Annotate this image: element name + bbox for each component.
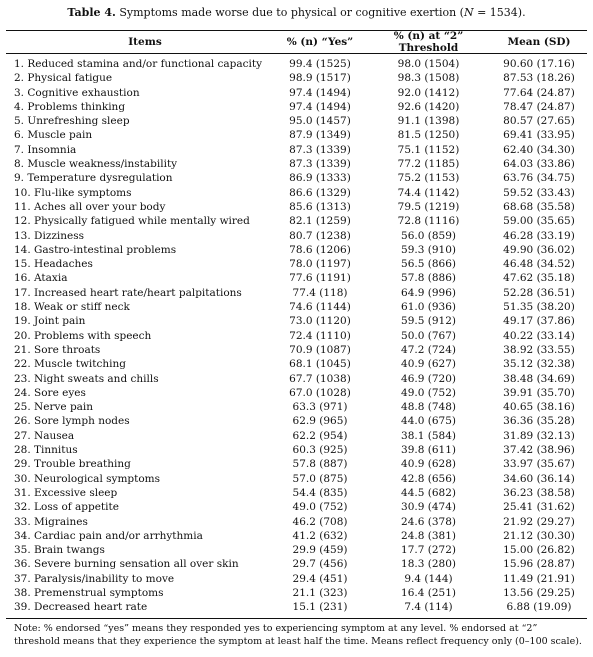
cell-threshold: 17.7 (272) (401, 544, 456, 557)
cell-yes: 54.4 (835) (292, 486, 348, 499)
cell-item: 37. Paralysis/inability to move (14, 572, 175, 585)
cell-threshold: 40.9 (628) (401, 458, 456, 471)
cell-item: 2. Physical fatigue (14, 72, 113, 85)
cell-mean: 46.48 (34.52) (503, 258, 575, 271)
cell-threshold: 42.8 (656) (401, 472, 456, 485)
table-row (6, 357, 587, 371)
cell-yes: 67.7 (1038) (289, 372, 351, 385)
cell-item: 33. Migraines (14, 515, 88, 528)
cell-item: 35. Brain twangs (14, 544, 105, 557)
cell-threshold: 91.1 (1398) (397, 115, 460, 128)
cell-mean: 36.23 (38.58) (503, 486, 575, 499)
cell-item: 19. Joint pain (14, 315, 86, 328)
cell-threshold: 38.1 (584) (401, 429, 456, 442)
cell-mean: 59.52 (33.43) (503, 186, 575, 199)
cell-mean: 21.12 (30.30) (503, 529, 575, 542)
cell-mean: 63.76 (34.75) (503, 172, 575, 185)
header-mean: Mean (SD) (507, 36, 571, 48)
cell-threshold: 44.0 (675) (401, 415, 456, 428)
cell-item: 31. Excessive sleep (14, 486, 118, 499)
cell-yes: 62.2 (954) (292, 429, 348, 442)
cell-threshold: 81.5 (1250) (397, 129, 460, 142)
table-row (6, 171, 587, 185)
cell-threshold: 98.3 (1508) (397, 72, 460, 85)
cell-item: 30. Neurological symptoms (14, 472, 161, 485)
cell-threshold: 72.8 (1116) (397, 215, 460, 228)
cell-yes: 87.9 (1349) (289, 129, 351, 142)
cell-threshold: 40.9 (627) (401, 358, 456, 371)
table-row (6, 343, 587, 357)
cell-yes: 97.4 (1494) (289, 100, 351, 113)
table-note (14, 622, 582, 648)
header-items: Items (128, 36, 162, 48)
cell-yes: 85.6 (1313) (289, 200, 351, 213)
cell-yes: 57.0 (875) (292, 472, 348, 485)
cell-yes: 29.7 (456) (292, 558, 348, 571)
cell-threshold: 74.4 (1142) (397, 186, 460, 199)
cell-mean: 35.12 (32.38) (503, 358, 575, 371)
cell-threshold: 46.9 (720) (401, 372, 456, 385)
table-row (6, 443, 587, 457)
cell-mean: 33.97 (35.67) (503, 458, 575, 471)
cell-threshold: 75.1 (1152) (397, 143, 460, 156)
cell-threshold: 47.2 (724) (401, 343, 456, 356)
cell-mean: 15.96 (28.87) (503, 558, 575, 571)
table-row (6, 186, 587, 200)
cell-threshold: 59.5 (912) (401, 315, 456, 328)
cell-item: 21. Sore throats (14, 343, 101, 356)
cell-threshold: 16.4 (251) (401, 586, 456, 599)
cell-yes: 73.0 (1120) (289, 315, 351, 328)
cell-yes: 82.1 (1259) (289, 215, 351, 228)
header-yes: % (n) “Yes” (286, 36, 354, 48)
cell-item: 24. Sore eyes (14, 386, 86, 399)
caption-n-symbol: N (463, 6, 474, 19)
cell-yes: 97.4 (1494) (289, 86, 351, 99)
table-row (6, 200, 587, 214)
cell-yes: 62.9 (965) (292, 415, 348, 428)
cell-mean: 52.28 (36.51) (503, 286, 575, 299)
cell-mean: 90.60 (17.16) (503, 58, 575, 70)
cell-threshold: 92.0 (1412) (397, 86, 460, 99)
cell-mean: 49.90 (36.02) (503, 243, 575, 256)
table-row (6, 114, 587, 128)
cell-threshold: 18.3 (280) (401, 558, 456, 571)
cell-yes: 78.6 (1206) (289, 243, 351, 256)
cell-threshold: 50.0 (767) (401, 329, 456, 342)
table-row (6, 557, 587, 571)
table-row (6, 243, 587, 257)
cell-mean: 62.40 (34.30) (503, 143, 575, 156)
table-row (6, 57, 587, 71)
cell-yes: 78.0 (1197) (289, 258, 351, 271)
table-header-rule (6, 53, 587, 54)
cell-mean: 11.49 (21.91) (503, 572, 575, 585)
table-row (6, 300, 587, 314)
cell-yes: 41.2 (632) (292, 529, 348, 542)
table-row (6, 486, 587, 500)
cell-item: 20. Problems with speech (14, 329, 152, 342)
cell-threshold: 56.5 (866) (401, 258, 456, 271)
table-row (6, 100, 587, 114)
cell-mean: 87.53 (18.26) (503, 72, 575, 85)
cell-mean: 36.36 (35.28) (503, 415, 575, 428)
cell-yes: 67.0 (1028) (289, 386, 351, 399)
table-row (6, 314, 587, 328)
cell-yes: 77.4 (118) (292, 286, 348, 299)
cell-mean: 37.42 (38.96) (503, 444, 575, 457)
table-row (6, 400, 587, 414)
table-row (6, 600, 587, 614)
cell-yes: 49.0 (752) (292, 501, 348, 514)
cell-mean: 51.35 (38.20) (503, 301, 575, 314)
cell-threshold: 30.9 (474) (401, 501, 456, 514)
cell-item: 8. Muscle weakness/instability (14, 158, 178, 171)
caption-text-before-n: Symptoms made worse due to physical or cognitive exertion ( (115, 6, 464, 19)
table-row (6, 329, 587, 343)
cell-yes: 77.6 (1191) (289, 272, 351, 285)
cell-yes: 46.2 (708) (292, 515, 348, 528)
cell-item: 6. Muscle pain (14, 129, 93, 142)
cell-mean: 69.41 (33.95) (503, 129, 575, 142)
table-row (6, 229, 587, 243)
table-row (6, 457, 587, 471)
cell-item: 10. Flu-like symptoms (14, 186, 132, 199)
cell-item: 36. Severe burning sensation all over skin (14, 558, 239, 571)
cell-item: 5. Unrefreshing sleep (14, 115, 130, 128)
cell-item: 14. Gastro-intestinal problems (14, 243, 177, 256)
table-row (6, 500, 587, 514)
caption-text-after-n: = 1534). (473, 6, 526, 19)
cell-threshold: 64.9 (996) (401, 286, 456, 299)
header-threshold: % (n) at “2” Threshold (393, 30, 464, 54)
cell-item: 11. Aches all over your body (14, 200, 166, 213)
cell-threshold: 48.8 (748) (401, 401, 456, 414)
table-row (6, 157, 587, 171)
cell-mean: 31.89 (32.13) (503, 429, 575, 442)
cell-mean: 68.68 (35.58) (503, 200, 575, 213)
cell-mean: 39.91 (35.70) (503, 386, 575, 399)
cell-mean: 47.62 (35.18) (503, 272, 575, 285)
cell-item: 26. Sore lymph nodes (14, 415, 130, 428)
table-row (6, 414, 587, 428)
cell-item: 34. Cardiac pain and/or arrhythmia (14, 529, 203, 542)
cell-item: 9. Temperature dysregulation (14, 172, 173, 185)
cell-mean: 38.92 (33.55) (503, 343, 575, 356)
cell-mean: 46.28 (33.19) (503, 229, 575, 242)
cell-yes: 86.6 (1329) (289, 186, 351, 199)
cell-item: 39. Decreased heart rate (14, 601, 148, 614)
cell-mean: 49.17 (37.86) (503, 315, 575, 328)
note-line-2: threshold means that they experience the symptom at least half the time. Means reflect frequency only (0–100 scale). (14, 636, 582, 647)
cell-yes: 21.1 (323) (292, 586, 348, 599)
cell-item: 17. Increased heart rate/heart palpitations (14, 286, 242, 299)
cell-threshold: 77.2 (1185) (397, 158, 460, 171)
cell-yes: 29.4 (451) (292, 572, 348, 585)
cell-mean: 59.00 (35.65) (503, 215, 575, 228)
table-row (6, 543, 587, 557)
cell-mean: 40.65 (38.16) (503, 401, 575, 414)
cell-threshold: 24.8 (381) (401, 529, 456, 542)
cell-yes: 87.3 (1339) (289, 158, 351, 171)
table-row (6, 386, 587, 400)
cell-threshold: 49.0 (752) (401, 386, 456, 399)
cell-threshold: 59.3 (910) (401, 243, 456, 256)
table-row (6, 128, 587, 142)
cell-threshold: 75.2 (1153) (397, 172, 460, 185)
table-row (6, 71, 587, 85)
cell-threshold: 39.8 (611) (401, 444, 456, 457)
cell-yes: 80.7 (1238) (289, 229, 351, 242)
cell-mean: 13.56 (29.25) (503, 586, 575, 599)
cell-mean: 64.03 (33.86) (503, 158, 575, 171)
cell-threshold: 61.0 (936) (401, 301, 456, 314)
table-row (6, 286, 587, 300)
table-row (6, 429, 587, 443)
cell-threshold: 98.0 (1504) (397, 58, 460, 70)
cell-yes: 72.4 (1110) (289, 329, 351, 342)
table-row (6, 86, 587, 100)
cell-yes: 60.3 (925) (292, 444, 348, 457)
cell-yes: 63.3 (971) (292, 401, 348, 414)
cell-mean: 40.22 (33.14) (503, 329, 575, 342)
cell-mean: 15.00 (26.82) (503, 544, 575, 557)
cell-yes: 99.4 (1525) (289, 58, 351, 70)
cell-threshold: 92.6 (1420) (397, 100, 460, 113)
cell-yes: 87.3 (1339) (289, 143, 351, 156)
table-header-row (6, 31, 587, 53)
cell-mean: 78.47 (24.87) (503, 100, 575, 113)
cell-item: 4. Problems thinking (14, 100, 126, 113)
table-caption (0, 6, 593, 20)
cell-threshold: 79.5 (1219) (397, 200, 460, 213)
table-row (6, 572, 587, 586)
cell-item: 3. Cognitive exhaustion (14, 86, 140, 99)
cell-yes: 98.9 (1517) (289, 72, 351, 85)
cell-item: 32. Loss of appetite (14, 501, 119, 514)
note-line-1: Note: % endorsed “yes” means they responded yes to experiencing symptom at any level. % endorsed at “2” (14, 623, 538, 634)
caption-label: Table 4. (67, 6, 116, 19)
cell-item: 29. Trouble breathing (14, 458, 131, 471)
cell-item: 38. Premenstrual symptoms (14, 586, 164, 599)
table-row (6, 529, 587, 543)
table-row (6, 372, 587, 386)
cell-item: 1. Reduced stamina and/or functional capacity (14, 58, 263, 70)
cell-item: 16. Ataxia (14, 272, 68, 285)
cell-item: 23. Night sweats and chills (14, 372, 159, 385)
cell-mean: 80.57 (27.65) (503, 115, 575, 128)
cell-yes: 29.9 (459) (292, 544, 348, 557)
table-row (6, 515, 587, 529)
cell-threshold: 57.8 (886) (401, 272, 456, 285)
table-bottom-rule (6, 618, 587, 619)
table-row (6, 214, 587, 228)
cell-yes: 86.9 (1333) (289, 172, 351, 185)
cell-yes: 57.8 (887) (292, 458, 348, 471)
table-row (6, 257, 587, 271)
cell-item: 13. Dizziness (14, 229, 84, 242)
cell-item: 15. Headaches (14, 258, 93, 271)
table-row (6, 271, 587, 285)
cell-item: 28. Tinnitus (14, 444, 78, 457)
cell-mean: 77.64 (24.87) (503, 86, 575, 99)
cell-yes: 95.0 (1457) (289, 115, 351, 128)
cell-item: 27. Nausea (14, 429, 75, 442)
cell-yes: 68.1 (1045) (289, 358, 351, 371)
cell-item: 7. Insomnia (14, 143, 77, 156)
table-body (6, 57, 587, 615)
cell-threshold: 9.4 (144) (404, 572, 453, 585)
cell-yes: 74.6 (1144) (289, 301, 351, 314)
cell-mean: 25.41 (31.62) (503, 501, 575, 514)
cell-item: 18. Weak or stiff neck (14, 301, 130, 314)
table-row (6, 586, 587, 600)
cell-mean: 38.48 (34.69) (503, 372, 575, 385)
table-row (6, 472, 587, 486)
cell-item: 12. Physically fatigued while mentally wired (14, 215, 250, 228)
cell-mean: 34.60 (36.14) (503, 472, 575, 485)
cell-item: 25. Nerve pain (14, 401, 94, 414)
cell-item: 22. Muscle twitching (14, 358, 126, 371)
cell-yes: 70.9 (1087) (289, 343, 351, 356)
cell-mean: 6.88 (19.09) (506, 601, 572, 614)
table-row (6, 143, 587, 157)
cell-yes: 15.1 (231) (292, 601, 348, 614)
cell-threshold: 24.6 (378) (401, 515, 456, 528)
cell-threshold: 56.0 (859) (401, 229, 456, 242)
cell-threshold: 7.4 (114) (404, 601, 453, 614)
cell-mean: 21.92 (29.27) (503, 515, 575, 528)
cell-threshold: 44.5 (682) (401, 486, 456, 499)
